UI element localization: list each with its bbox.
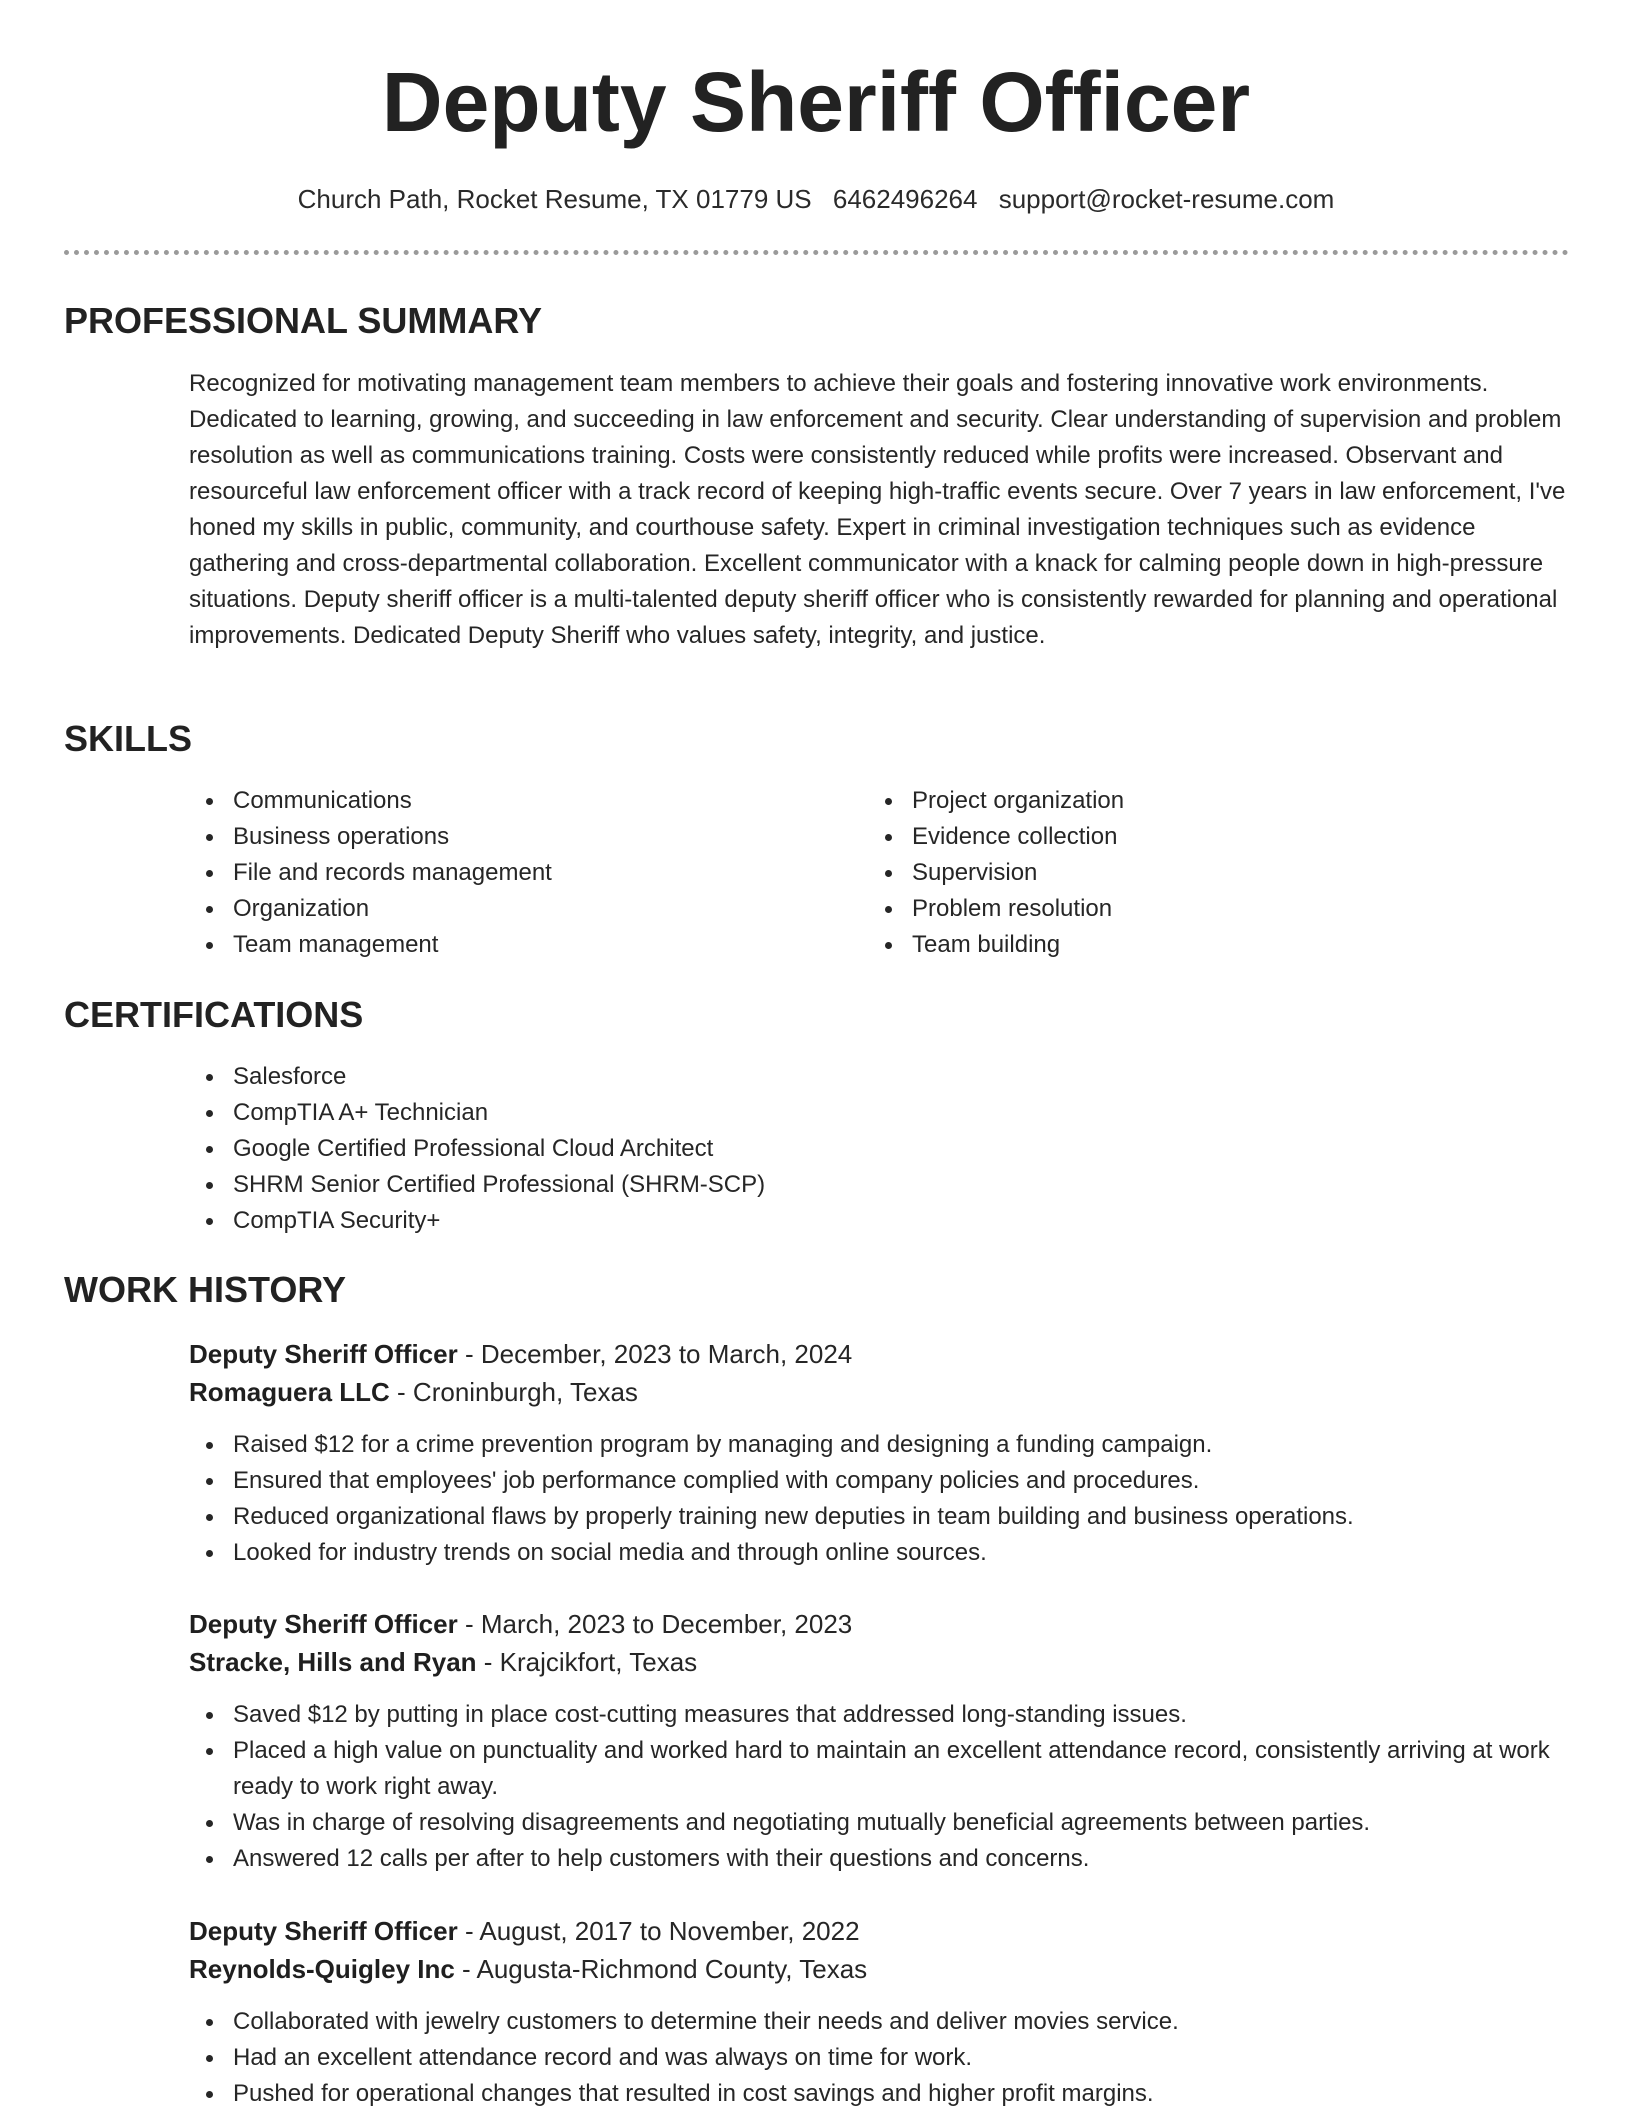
header-divider bbox=[64, 250, 1569, 255]
job-company: Stracke, Hills and Ryan bbox=[189, 1647, 477, 1677]
skills-column-left bbox=[189, 783, 829, 963]
job-duty-item: Placed a high value on punctuality and worked hard to maintain an excellent attendance record, consistently arriving at work ready to work right away. bbox=[189, 1733, 1569, 1805]
job-company: Romaguera LLC bbox=[189, 1377, 390, 1407]
job-duty-item: Saved $12 by putting in place cost-cutting measures that addressed long-standing issues. bbox=[189, 1697, 1569, 1733]
certifications-heading: CERTIFICATIONS bbox=[64, 994, 364, 1035]
job-company-line bbox=[189, 1950, 1569, 1988]
job-entry bbox=[189, 1335, 1569, 1571]
skill-item: Team management bbox=[189, 927, 829, 963]
job-dates: December, 2023 to March, 2024 bbox=[480, 1339, 853, 1369]
summary-heading: PROFESSIONAL SUMMARY bbox=[64, 300, 543, 341]
summary-text: Recognized for motivating management team members to achieve their goals and fostering innovative work environments. Dedicated to learning, growing, and succeeding in law enforcement and security. Clear understanding of supervision and problem resolution as well as communications training. Costs were consistently reduced while profits were increased. Observant and resourceful law enforcement officer with a track record of keeping high-traffic events secure. Over 7 years in law enforcement, I've honed my skills in public, community, and courthouse safety. Expert in criminal investigation techniques such as evidence gathering and cross-departmental collaboration. Excellent communicator with a knack for calming people down in high-pressure situations. Deputy sheriff officer is a multi-talented deputy sheriff officer who is consistently rewarded for planning and operational improvements. Dedicated Deputy Sheriff who values safety, integrity, and justice. bbox=[189, 370, 1566, 649]
job-duty-item: Raised $12 for a crime prevention program by managing and designing a funding campaign. bbox=[189, 1427, 1569, 1463]
work-history-heading: WORK HISTORY bbox=[64, 1269, 347, 1310]
skill-item: Project organization bbox=[868, 783, 1508, 819]
skill-item: Team building bbox=[868, 927, 1508, 963]
separator: - bbox=[457, 1339, 481, 1369]
contact-phone: 6462496264 bbox=[832, 184, 978, 214]
certifications-list bbox=[189, 1059, 1089, 1239]
contact-address: Church Path, Rocket Resume, TX 01779 US bbox=[297, 184, 812, 214]
contact-email: support@rocket-resume.com bbox=[998, 184, 1335, 214]
skill-item: Evidence collection bbox=[868, 819, 1508, 855]
job-title-line bbox=[189, 1335, 1569, 1373]
job-company-line bbox=[189, 1643, 1569, 1681]
certification-item: CompTIA A+ Technician bbox=[189, 1095, 1089, 1131]
separator: - bbox=[476, 1647, 500, 1677]
job-entry bbox=[189, 1912, 1569, 2112]
job-title: Deputy Sheriff Officer bbox=[189, 1916, 458, 1946]
skills-heading: SKILLS bbox=[64, 718, 193, 759]
job-entry bbox=[189, 1605, 1569, 1877]
skills-column-right bbox=[868, 783, 1508, 963]
separator: - bbox=[454, 1954, 477, 1984]
job-duty-item: Pushed for operational changes that resulted in cost savings and higher profit margins. bbox=[189, 2076, 1569, 2112]
job-location: Croninburgh, Texas bbox=[412, 1377, 638, 1407]
contact-line bbox=[0, 181, 1632, 217]
job-location: Augusta-Richmond County, Texas bbox=[476, 1954, 868, 1984]
job-title-line bbox=[189, 1605, 1569, 1643]
candidate-name: Deputy Sheriff Officer bbox=[381, 55, 1251, 149]
job-duty-item: Collaborated with jewelry customers to determine their needs and deliver movies service. bbox=[189, 2004, 1569, 2040]
job-duty-item: Ensured that employees' job performance complied with company policies and procedures. bbox=[189, 1463, 1569, 1499]
separator: - bbox=[457, 1609, 481, 1639]
job-company-line bbox=[189, 1373, 1569, 1411]
skill-item: Communications bbox=[189, 783, 829, 819]
certification-item: CompTIA Security+ bbox=[189, 1203, 1089, 1239]
job-dates: August, 2017 to November, 2022 bbox=[479, 1916, 860, 1946]
job-dates: March, 2023 to December, 2023 bbox=[480, 1609, 853, 1639]
job-duty-item: Reduced organizational flaws by properly training new deputies in team building and business operations. bbox=[189, 1499, 1569, 1535]
job-title: Deputy Sheriff Officer bbox=[189, 1339, 458, 1369]
job-duties bbox=[189, 1427, 1569, 1571]
skill-item: Organization bbox=[189, 891, 829, 927]
job-location: Krajcikfort, Texas bbox=[499, 1647, 698, 1677]
job-duty-item: Had an excellent attendance record and was always on time for work. bbox=[189, 2040, 1569, 2076]
certification-item: Salesforce bbox=[189, 1059, 1089, 1095]
certification-item: Google Certified Professional Cloud Architect bbox=[189, 1131, 1089, 1167]
job-duties bbox=[189, 1697, 1569, 1877]
job-duty-item: Answered 12 calls per after to help customers with their questions and concerns. bbox=[189, 1841, 1569, 1877]
skill-item: Business operations bbox=[189, 819, 829, 855]
certification-item: SHRM Senior Certified Professional (SHRM-SCP) bbox=[189, 1167, 1089, 1203]
separator: - bbox=[457, 1916, 480, 1946]
job-duties bbox=[189, 2004, 1569, 2112]
skill-item: File and records management bbox=[189, 855, 829, 891]
job-title: Deputy Sheriff Officer bbox=[189, 1609, 458, 1639]
skill-item: Supervision bbox=[868, 855, 1508, 891]
job-duty-item: Looked for industry trends on social media and through online sources. bbox=[189, 1535, 1569, 1571]
separator: - bbox=[389, 1377, 413, 1407]
skill-item: Problem resolution bbox=[868, 891, 1508, 927]
job-title-line bbox=[189, 1912, 1569, 1950]
job-duty-item: Was in charge of resolving disagreements and negotiating mutually beneficial agreements between parties. bbox=[189, 1805, 1569, 1841]
job-company: Reynolds-Quigley Inc bbox=[189, 1954, 455, 1984]
